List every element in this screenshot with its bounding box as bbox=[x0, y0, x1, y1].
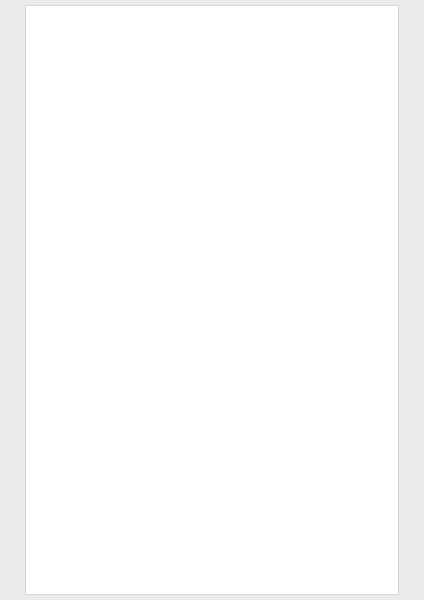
page-body-text bbox=[90, 44, 376, 48]
document-page bbox=[26, 6, 398, 594]
